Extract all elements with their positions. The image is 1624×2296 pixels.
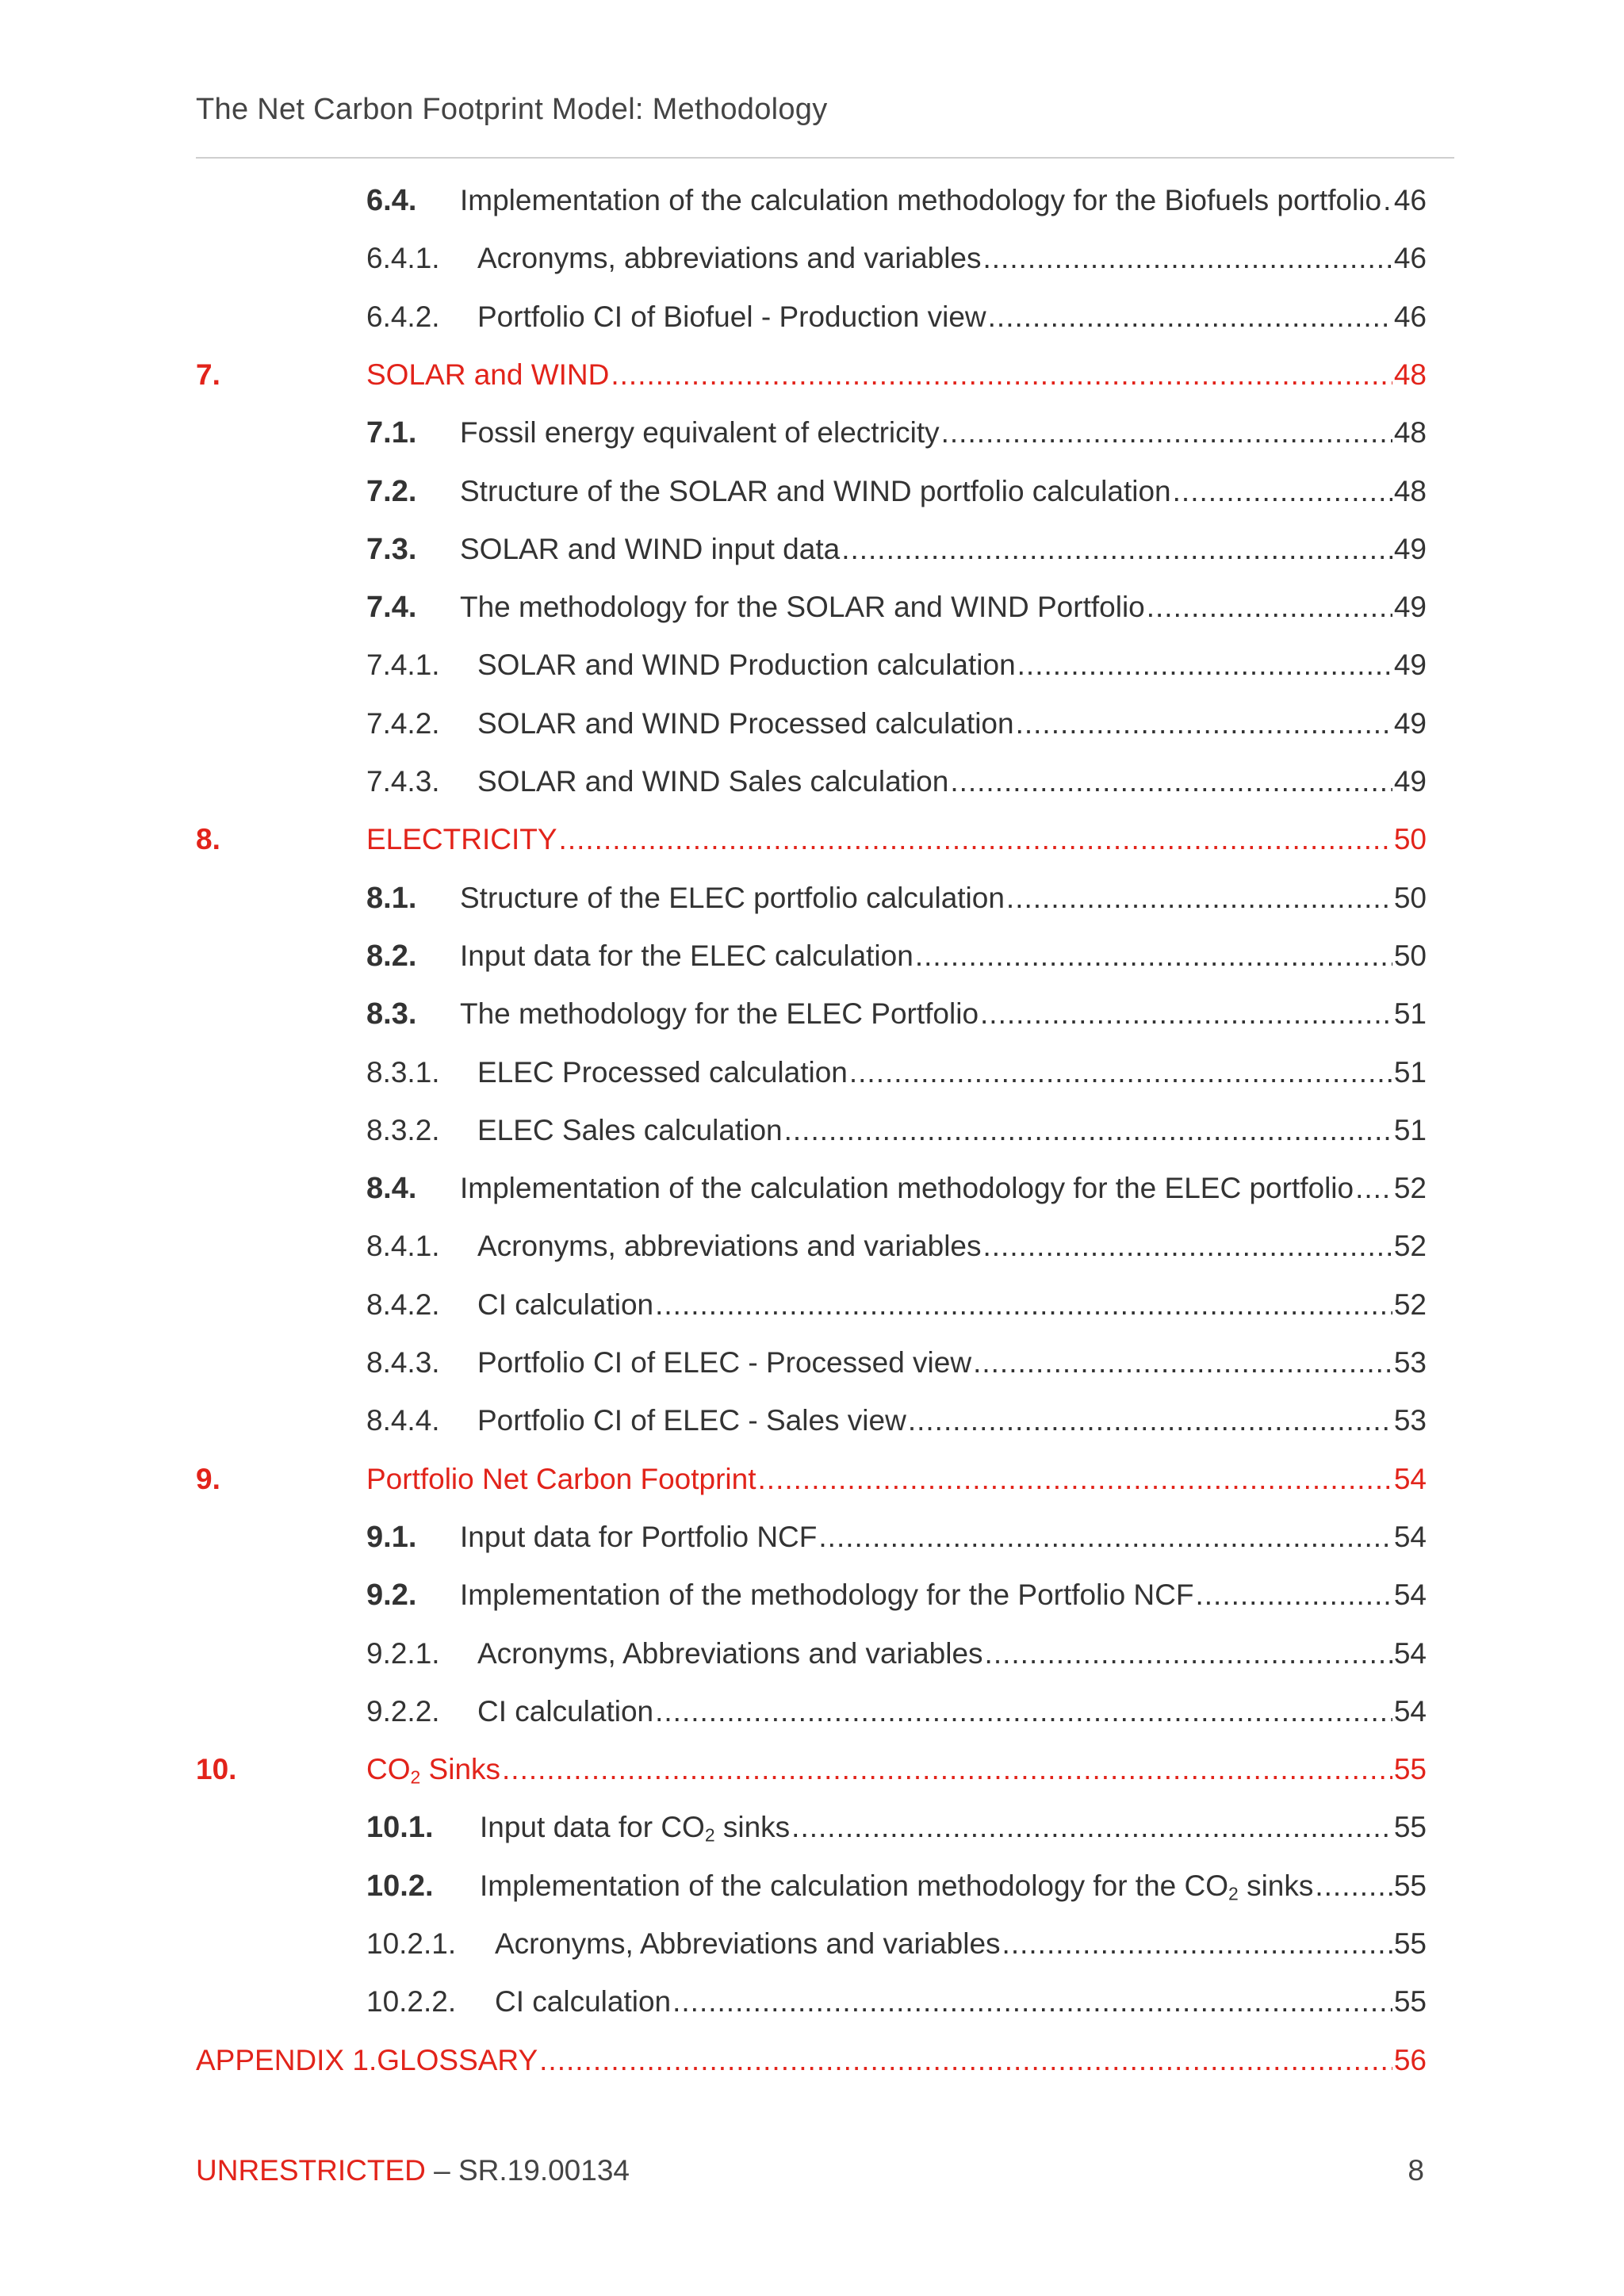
toc-entry-number: 8.4.2. <box>366 1288 440 1321</box>
toc-entry[interactable] <box>196 358 1427 406</box>
toc-entry-page: 55 <box>1393 1753 1427 1786</box>
toc-entry[interactable] <box>366 1637 1427 1685</box>
toc-entry-title: Portfolio CI of ELEC - Sales view <box>477 1404 906 1437</box>
toc-entry-number: 8.4. <box>366 1172 417 1206</box>
toc-entry-number: 7.1. <box>366 416 417 450</box>
toc-dot-leader <box>950 765 1392 798</box>
running-header: The Net Carbon Footprint Model: Methodology <box>196 93 828 126</box>
toc-entry-page: 54 <box>1393 1578 1427 1612</box>
toc-entry-number: 8.4.4. <box>366 1404 440 1437</box>
toc-dot-leader <box>983 242 1392 275</box>
toc-entry-number: 6.4. <box>366 184 417 217</box>
toc-entry[interactable] <box>366 416 1427 464</box>
toc-entry-number: 7.4.2. <box>366 706 440 740</box>
toc-entry[interactable] <box>366 882 1427 929</box>
toc-entry[interactable] <box>366 1985 1427 2033</box>
toc-entry-page: 49 <box>1393 765 1427 798</box>
toc-entry-page: 56 <box>1393 2043 1427 2076</box>
toc-entry-number: 8.3.1. <box>366 1055 440 1089</box>
toc-dot-leader <box>973 1346 1392 1380</box>
toc-entry-title: APPENDIX 1.GLOSSARY <box>196 2043 538 2076</box>
toc-entry-number: 9.1. <box>366 1520 417 1554</box>
toc-entry-page: 51 <box>1393 1113 1427 1146</box>
toc-dot-leader <box>784 1114 1392 1147</box>
toc-dot-leader <box>672 1985 1392 2019</box>
toc-dot-leader <box>611 358 1392 392</box>
toc-entry-page: 50 <box>1393 823 1427 856</box>
toc-entry-page: 54 <box>1393 1694 1427 1728</box>
toc-entry-page: 46 <box>1393 300 1427 333</box>
toc-entry[interactable] <box>196 1463 1427 1510</box>
toc-entry-page: 55 <box>1393 1869 1427 1902</box>
toc-entry-page: 46 <box>1393 242 1427 275</box>
toc-dot-leader <box>983 1230 1392 1263</box>
toc-dot-leader <box>1017 649 1392 682</box>
toc-entry-page: 48 <box>1393 474 1427 507</box>
toc-entry[interactable] <box>366 1404 1427 1452</box>
toc-entry-title: SOLAR and WIND Sales calculation <box>477 765 949 798</box>
toc-dot-leader <box>655 1288 1392 1322</box>
toc-dot-leader <box>655 1695 1392 1728</box>
toc-entry[interactable] <box>366 1114 1427 1161</box>
page-number: 8 <box>1408 2154 1424 2187</box>
toc-entry-title: CI calculation <box>495 1985 672 2019</box>
toc-entry-page: 55 <box>1393 1811 1427 1844</box>
toc-dot-leader <box>980 997 1392 1031</box>
toc-entry[interactable] <box>196 2044 1427 2091</box>
toc-entry[interactable] <box>366 765 1427 813</box>
toc-dot-leader <box>1383 184 1392 217</box>
toc-entry-title: Acronyms, Abbreviations and variables <box>477 1636 983 1670</box>
toc-entry-page: 49 <box>1393 532 1427 565</box>
toc-entry-page: 53 <box>1393 1346 1427 1379</box>
toc-entry-number: 10.1. <box>366 1811 434 1845</box>
toc-entry[interactable] <box>366 1811 1427 1858</box>
toc-entry-title: ELECTRICITY <box>366 823 557 856</box>
toc-entry[interactable] <box>366 1578 1427 1626</box>
toc-entry-title: Fossil energy equivalent of electricity <box>460 416 940 450</box>
toc-entry-number: 6.4.1. <box>366 242 440 275</box>
toc-entry-page: 49 <box>1393 706 1427 740</box>
toc-dot-leader <box>841 533 1392 566</box>
toc-entry-number: 9.2.1. <box>366 1636 440 1670</box>
toc-entry-title: Acronyms, abbreviations and variables <box>477 242 982 275</box>
toc-dot-leader <box>1006 882 1392 915</box>
toc-entry-number: 9. <box>196 1462 220 1495</box>
toc-entry[interactable] <box>366 475 1427 522</box>
toc-entry[interactable] <box>366 1346 1427 1394</box>
toc-entry-title: Input data for $CO_2$ sinks <box>480 1811 791 1846</box>
toc-entry-title: SOLAR and WIND Production calculation <box>477 649 1016 682</box>
toc-entry-title: $CO_2$ Sinks <box>366 1753 501 1788</box>
toc-entry-number: 8.1. <box>366 881 417 915</box>
toc-entry-title: Structure of the ELEC portfolio calculation <box>460 881 1005 914</box>
toc-entry-number: 6.4.2. <box>366 300 440 333</box>
toc-entry-number: 7.3. <box>366 532 417 566</box>
toc-entry[interactable] <box>366 184 1427 232</box>
toc-entry-number: 7.2. <box>366 474 417 508</box>
toc-entry-page: 51 <box>1393 997 1427 1031</box>
toc-entry-number: 7. <box>196 358 220 391</box>
toc-entry-title: Portfolio CI of Biofuel - Production view <box>477 300 986 333</box>
toc-entry-page: 54 <box>1393 1462 1427 1495</box>
toc-entry-title: Acronyms, abbreviations and variables <box>477 1230 982 1263</box>
toc-entry-page: 46 <box>1393 184 1427 216</box>
toc-entry-title: Implementation of the calculation methodology for the $CO_2$ sinks <box>480 1869 1314 1904</box>
toc-entry[interactable] <box>366 997 1427 1045</box>
header-divider <box>196 157 1454 159</box>
toc-entry-number: 7.4. <box>366 591 417 625</box>
toc-entry[interactable] <box>366 242 1427 289</box>
toc-dot-leader <box>1195 1578 1392 1612</box>
toc-dot-leader <box>559 823 1392 856</box>
toc-entry-title: SOLAR and WIND input data <box>460 532 841 565</box>
toc-dot-leader <box>1173 475 1392 508</box>
toc-entry-page: 54 <box>1393 1520 1427 1553</box>
toc-entry[interactable] <box>366 1927 1427 1975</box>
toc-dot-leader <box>758 1463 1392 1496</box>
toc-entry[interactable] <box>366 1288 1427 1336</box>
footer <box>196 2154 630 2187</box>
toc-entry-number: 8.4.1. <box>366 1230 440 1263</box>
toc-entry[interactable] <box>366 300 1427 348</box>
toc-entry-title: CI calculation <box>477 1288 654 1321</box>
toc-entry[interactable] <box>366 533 1427 580</box>
toc-dot-leader <box>791 1811 1392 1844</box>
toc-entry-title: Implementation of the calculation methodology for the ELEC portfolio <box>460 1172 1354 1205</box>
toc-dot-leader <box>1016 707 1392 740</box>
toc-entry-number: 8.2. <box>366 939 417 973</box>
toc-entry-page: 55 <box>1393 1927 1427 1960</box>
toc-dot-leader <box>1147 591 1392 624</box>
toc-dot-leader <box>1002 1927 1392 1961</box>
toc-entry[interactable] <box>366 591 1427 638</box>
toc-dot-leader <box>915 939 1392 973</box>
toc-entry-title: SOLAR and WIND <box>366 358 610 391</box>
toc-entry-number: 10.2.2. <box>366 1985 457 2019</box>
toc-entry-number: 8.4.3. <box>366 1346 440 1379</box>
toc-dot-leader <box>818 1521 1392 1554</box>
toc-entry-title: ELEC Processed calculation <box>477 1055 848 1089</box>
document-reference: – SR.19.00134 <box>434 2154 630 2187</box>
toc-dot-leader <box>1355 1172 1392 1205</box>
toc-entry[interactable] <box>366 1172 1427 1219</box>
toc-entry-title: Portfolio Net Carbon Footprint <box>366 1462 756 1495</box>
toc-entry-title: Acronyms, Abbreviations and variables <box>495 1927 1001 1960</box>
toc-entry-number: 7.4.1. <box>366 649 440 682</box>
toc-entry[interactable] <box>366 1695 1427 1743</box>
toc-entry[interactable] <box>366 649 1427 696</box>
toc-dot-leader <box>941 416 1392 450</box>
toc-entry-title: The methodology for the ELEC Portfolio <box>460 997 979 1031</box>
toc-entry-page: 48 <box>1393 358 1427 391</box>
toc-dot-leader <box>539 2044 1392 2077</box>
toc-entry-title: Implementation of the calculation methodology for the Biofuels portfolio <box>460 184 1382 216</box>
toc-entry[interactable] <box>196 1753 1427 1800</box>
toc-entry-page: 52 <box>1393 1288 1427 1321</box>
toc-entry-title: CI calculation <box>477 1694 654 1728</box>
toc-dot-leader <box>988 300 1392 334</box>
toc-entry-number: 9.2. <box>366 1578 417 1613</box>
toc-entry-number: 10.2.1. <box>366 1927 457 1960</box>
toc-entry-title: The methodology for the SOLAR and WIND Portfolio <box>460 591 1145 624</box>
toc-entry-page: 52 <box>1393 1230 1427 1263</box>
toc-entry[interactable] <box>366 707 1427 755</box>
toc-dot-leader <box>985 1637 1392 1670</box>
toc-entry-page: 48 <box>1393 416 1427 450</box>
toc-entry[interactable] <box>366 1230 1427 1277</box>
toc-dot-leader <box>502 1753 1392 1786</box>
toc-entry-title: Implementation of the methodology for the Portfolio NCF <box>460 1578 1194 1612</box>
toc-entry-number: 8.3.2. <box>366 1113 440 1146</box>
toc-entry[interactable] <box>366 939 1427 987</box>
toc-entry-number: 8.3. <box>366 997 417 1031</box>
toc-entry-page: 51 <box>1393 1055 1427 1089</box>
toc-entry-page: 49 <box>1393 591 1427 624</box>
toc-entry-number: 10.2. <box>366 1869 434 1903</box>
toc-dot-leader <box>849 1056 1392 1089</box>
toc-entry-number: 10. <box>196 1753 237 1786</box>
toc-entry[interactable] <box>366 1869 1427 1917</box>
toc-entry-number: 8. <box>196 823 220 856</box>
toc-entry-title: Input data for the ELEC calculation <box>460 939 914 972</box>
toc-entry-page: 50 <box>1393 939 1427 972</box>
toc-entry-page: 49 <box>1393 649 1427 682</box>
toc-entry-page: 50 <box>1393 881 1427 914</box>
toc-entry-page: 54 <box>1393 1636 1427 1670</box>
toc-entry-title: SOLAR and WIND Processed calculation <box>477 706 1014 740</box>
classification-label: UNRESTRICTED <box>196 2154 426 2187</box>
toc-entry[interactable] <box>366 1521 1427 1568</box>
toc-entry[interactable] <box>366 1056 1427 1104</box>
toc-entry-page: 52 <box>1393 1172 1427 1205</box>
toc-dot-leader <box>1315 1869 1392 1903</box>
toc-entry-page: 53 <box>1393 1404 1427 1437</box>
toc-entry[interactable] <box>196 823 1427 871</box>
toc-entry-number: 9.2.2. <box>366 1694 440 1728</box>
toc-entry-page: 55 <box>1393 1985 1427 2019</box>
toc-entry-number: 7.4.3. <box>366 765 440 798</box>
toc-dot-leader <box>908 1404 1392 1437</box>
toc-entry-title: ELEC Sales calculation <box>477 1113 783 1146</box>
toc-entry-title: Structure of the SOLAR and WIND portfolio calculation <box>460 474 1171 507</box>
toc-entry-title: Portfolio CI of ELEC - Processed view <box>477 1346 972 1379</box>
toc-entry-title: Input data for Portfolio NCF <box>460 1520 818 1553</box>
